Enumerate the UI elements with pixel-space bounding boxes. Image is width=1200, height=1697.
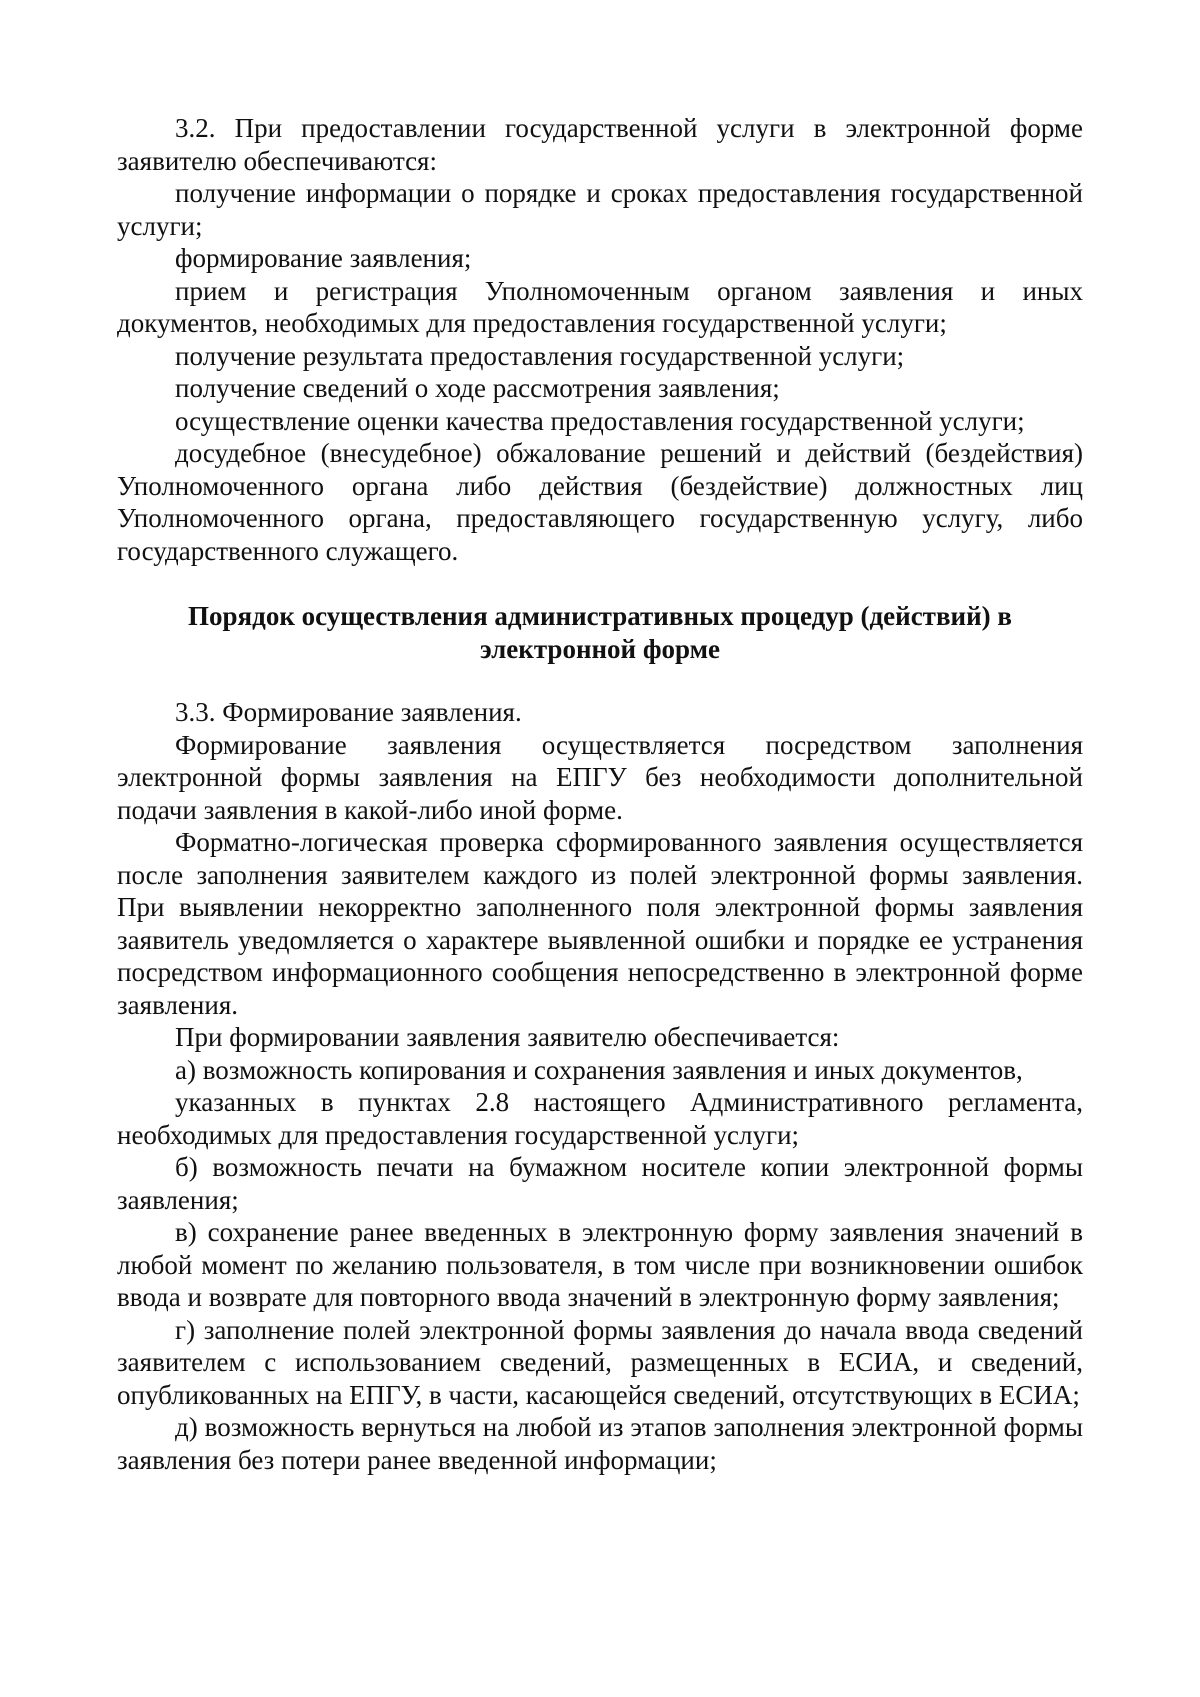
list-item-quality: осуществление оценки качества предоставления государственной услуги;: [175, 405, 1025, 436]
list-item-progress: получение сведений о ходе рассмотрения заявления;: [175, 373, 780, 403]
list-item-result: получение результата предоставления государственной услуги;: [175, 340, 905, 371]
paragraph-forming: Формирование заявления осуществляется посредством заполнения электронной формы заявления на ЕПГУ без необходимости дополнительной подачи заявления в какой-либо иной форме.: [117, 729, 1083, 825]
list-item-registration: прием и регистрация Уполномоченным органом заявления и иных документов, необходимых для предоставления государственной услуги;: [117, 275, 1083, 338]
document-body: [117, 112, 1083, 1476]
list-item-info: получение информации о порядке и сроках предоставления государственной услуги;: [117, 178, 1083, 241]
list-item-appeal: досудебное (внесудебное) обжалование решений и действий (бездействия) Уполномоченного органа либо действия (бездействие) должностных лиц Уполномоченного органа, предоставляющего государственную услугу, либо государственного служащего.: [117, 438, 1083, 566]
list-item-a: а) возможность копирования и сохранения заявления и иных документов,: [175, 1054, 1023, 1085]
list-item-d: д) возможность вернуться на любой из этапов заполнения электронной формы заявления без потери ранее введенной информации;: [117, 1412, 1083, 1475]
paragraph-provision: При формировании заявления заявителю обеспечивается:: [175, 1022, 840, 1052]
list-item-forming: формирование заявления;: [175, 243, 472, 273]
list-item-b: б) возможность печати на бумажном носителе копии электронной формы заявления;: [117, 1152, 1083, 1215]
section-heading: Порядок осуществления административных процедур (действий) в электронной форме: [188, 601, 1012, 664]
list-item-v: в) сохранение ранее введенных в электронную форму заявления значений в любой момент по желанию пользователя, в том числе при возникновении ошибок ввода и возврате для повторного ввода значений в электронную форму заявления;: [117, 1217, 1083, 1312]
paragraph-3-2: 3.2. При предоставлении государственной услуги в электронной форме заявителю обеспечиваются:: [117, 113, 1083, 176]
list-item-g: г) заполнение полей электронной формы заявления до начала ввода сведений заявителем с использованием сведений, размещенных в ЕСИА, и сведений, опубликованных на ЕПГУ, в части, касающейся сведений, отсутствующих в ЕСИА;: [117, 1314, 1083, 1410]
paragraph-3-3: 3.3. Формирование заявления.: [175, 697, 522, 727]
list-item-a-continued: указанных в пунктах 2.8 настоящего Административного регламента, необходимых для предоставления государственной услуги;: [117, 1087, 1083, 1150]
paragraph-check: Форматно-логическая проверка сформированного заявления осуществляется после заполнения заявителем каждого из полей электронной формы заявления. При выявлении некорректно заполненного поля электронной формы заявления заявитель уведомляется о характере выявленной ошибки и порядке ее устранения посредством информационного сообщения непосредственно в электронной форме заявления.: [117, 827, 1083, 1020]
